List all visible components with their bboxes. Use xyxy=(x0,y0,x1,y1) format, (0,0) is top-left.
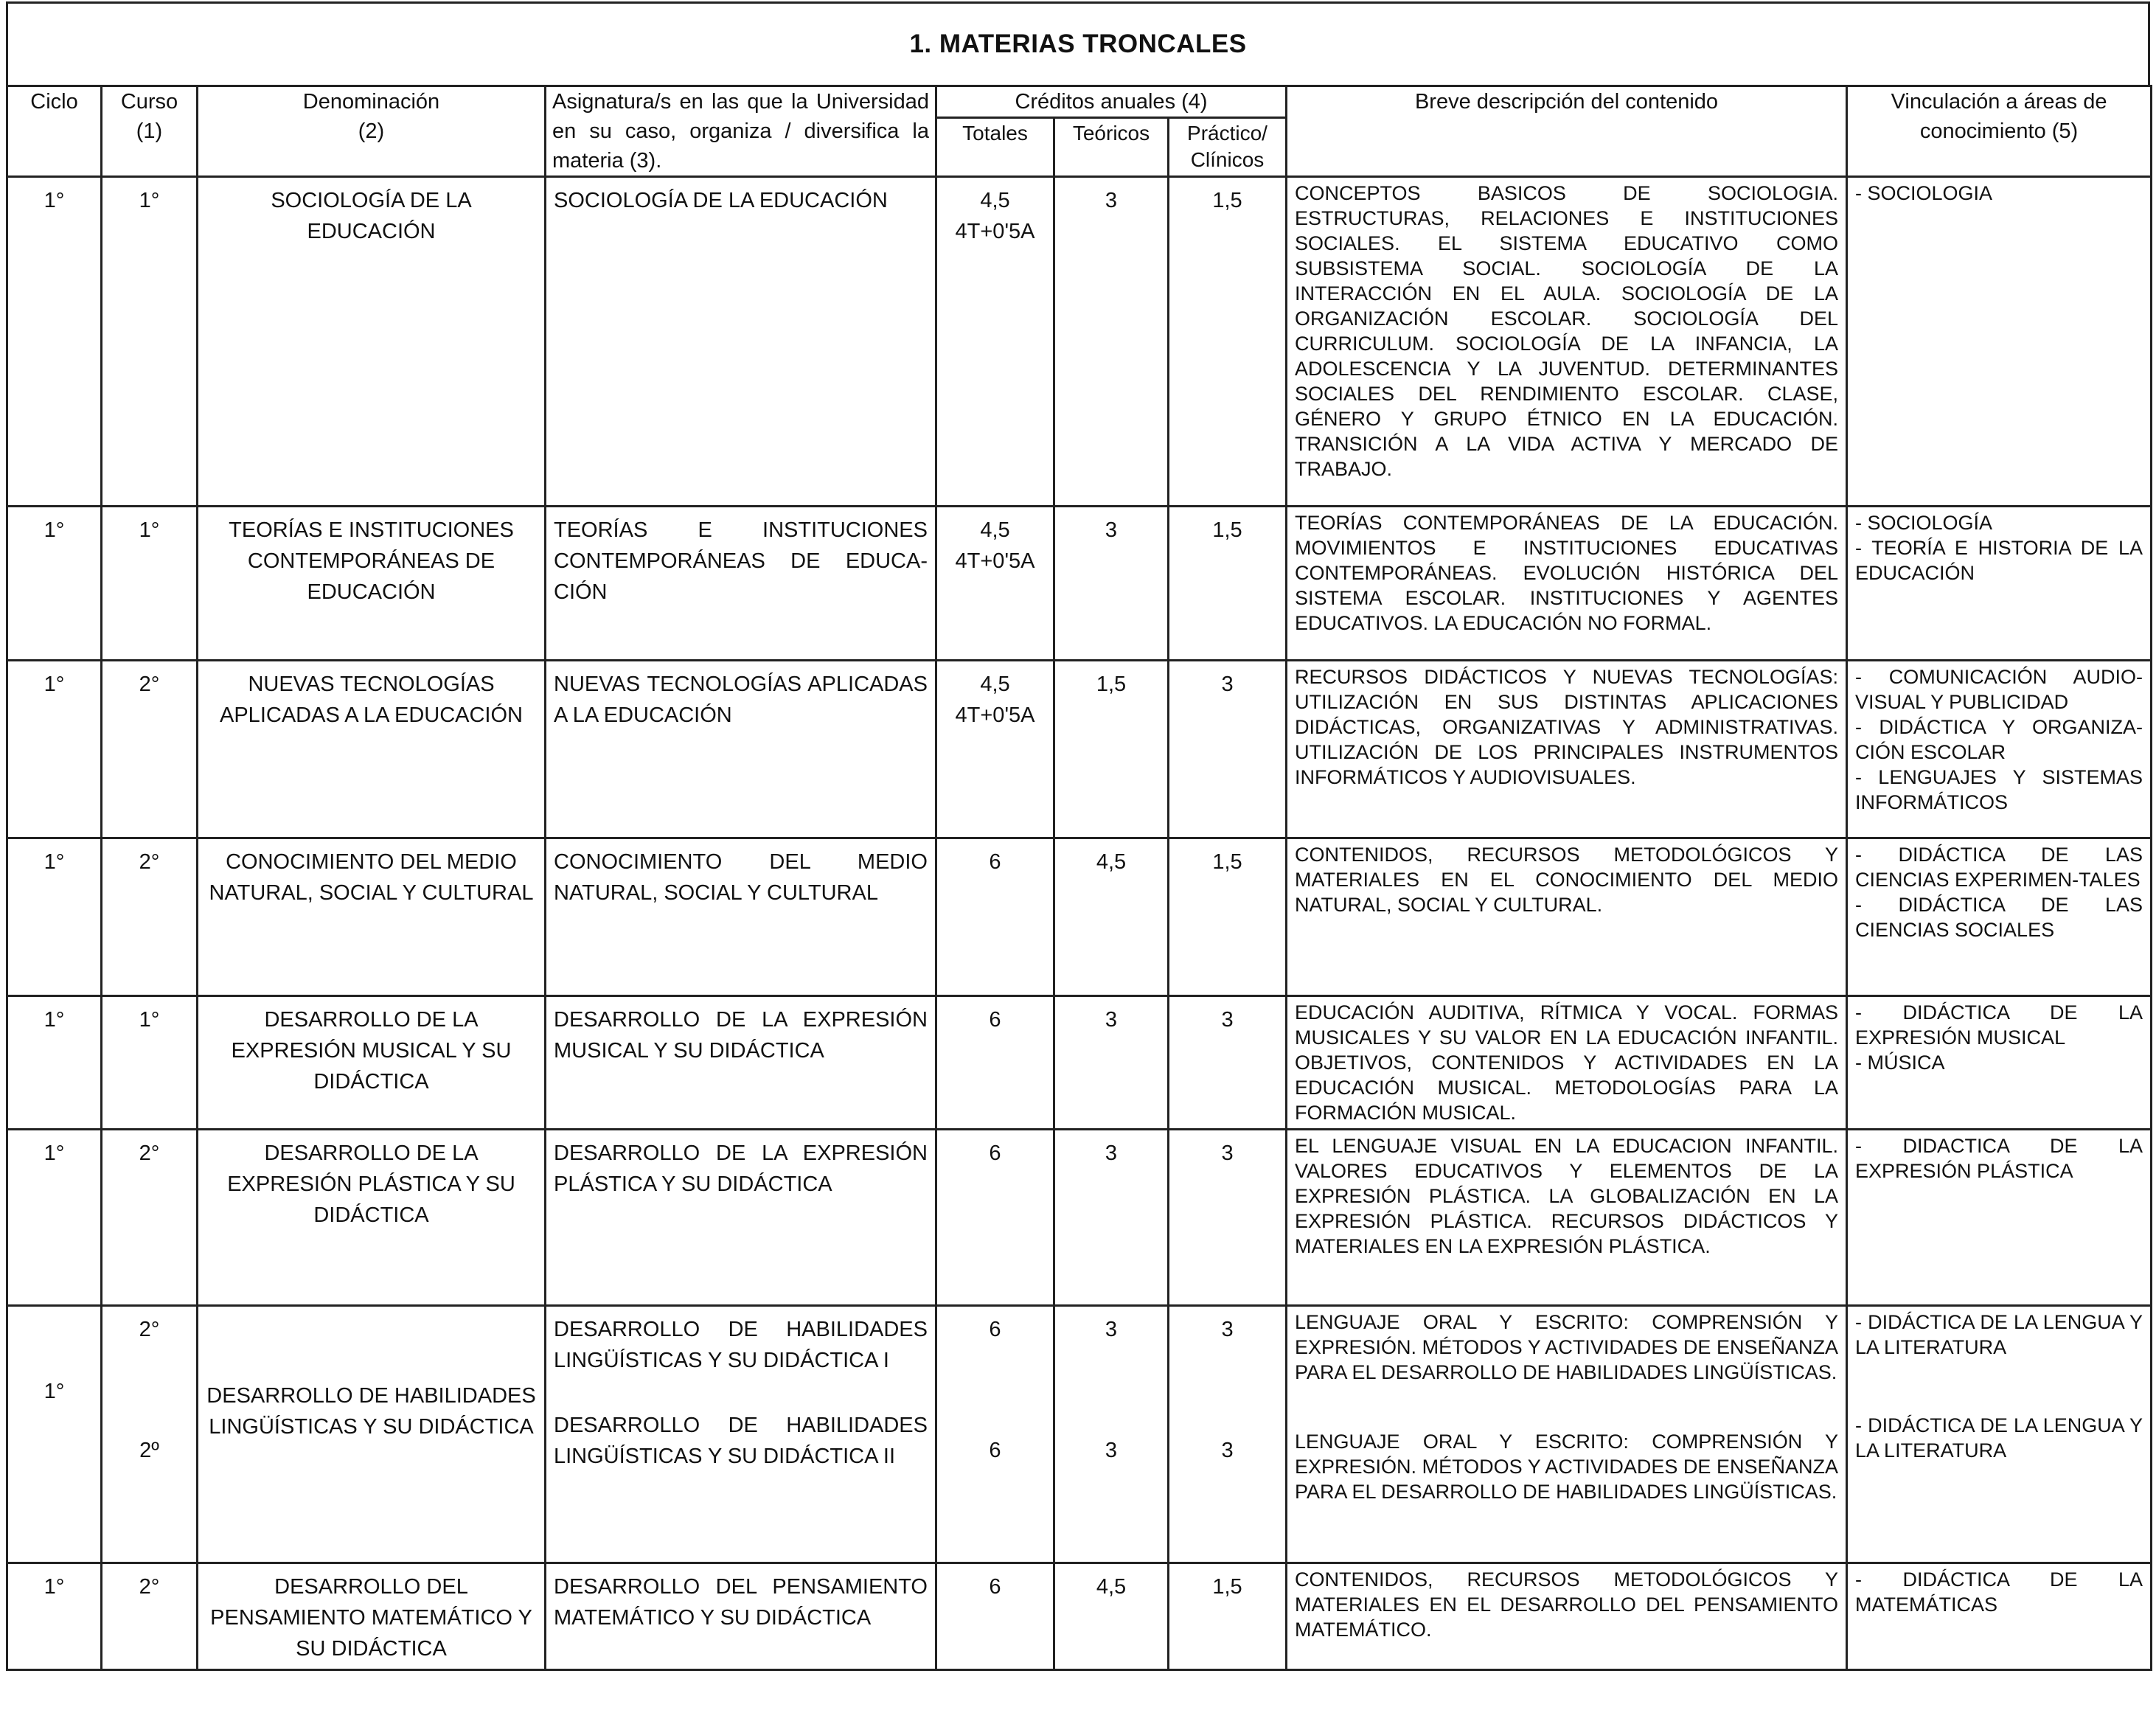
cell-vinculacion xyxy=(1847,661,2152,838)
curso-note: (1) xyxy=(136,119,163,143)
cell-teoricos: 1,5 xyxy=(1054,661,1169,838)
curso-sub-2: 2º xyxy=(139,1439,159,1462)
cell-teoricos: 3 xyxy=(1054,996,1169,1130)
col-header-totales: Totales xyxy=(936,118,1054,177)
cell-denominacion: NUEVAS TECNOLOGÍAS APLICADAS A LA EDUCACIÓN xyxy=(198,661,546,838)
cell-totales xyxy=(936,177,1054,507)
cell-curso xyxy=(102,1306,198,1563)
vinculacion-item: - DIDÁCTICA DE LA MATEMÁTICAS xyxy=(1855,1568,2143,1616)
cell-teoricos: 4,5 xyxy=(1054,1563,1169,1670)
vinculacion-item: - DIDACTICA DE LA EXPRESIÓN PLÁSTICA xyxy=(1855,1135,2143,1182)
vinculacion-item: - SOCIOLOGIA xyxy=(1855,182,1993,204)
ciclo-value: 1° xyxy=(44,1380,65,1403)
descripcion-sub-1: LENGUAJE ORAL Y ESCRITO: COMPRENSIÓN Y EXPRESIÓN. MÉTODOS Y ACTIVIDADES DE ENSEÑANZA PARA EL DESARROLLO DE HABILIDADES LINGÜÍSTICAS. xyxy=(1295,1311,1839,1383)
denominacion-value: DESARROLLO DE HABILIDADES LINGÜÍSTICAS Y SU DIDÁCTICA xyxy=(206,1384,536,1439)
cell-descripcion xyxy=(1287,1130,1847,1306)
document-sheet xyxy=(6,1,2150,1671)
cell-vinculacion xyxy=(1847,1563,2152,1670)
cell-curso: 2° xyxy=(102,1563,198,1670)
asignatura-sub-1: DESARROLLO DE HABILIDADES LINGÜÍSTICAS Y SU DIDÁCTICA I xyxy=(554,1318,928,1372)
cell-denominacion: CONOCIMIENTO DEL MEDIO NATURAL, SOCIAL Y CULTURAL xyxy=(198,838,546,996)
header-row xyxy=(7,86,2152,118)
vinculacion-item: - TEORÍA E HISTORIA DE LA EDUCACIÓN xyxy=(1855,537,2143,584)
vinculacion-item: - LENGUAJES Y SISTEMAS INFORMÁTICOS xyxy=(1855,766,2143,813)
vinculacion-item: - SOCIOLOGÍA xyxy=(1855,512,1993,534)
vinculacion-item: - DIDÁCTICA DE LAS CIENCIAS SOCIALES xyxy=(1855,894,2143,941)
curso-sub-1: 2° xyxy=(139,1318,160,1341)
col-header-teoricos: Teóricos xyxy=(1054,118,1169,177)
cell-denominacion: TEORÍAS E INSTITUCIONES CONTEMPORÁNEAS DE EDUCACIÓN xyxy=(198,507,546,661)
cell-denominacion: DESARROLLO DEL PENSAMIENTO MATEMÁTICO Y SU DIDÁCTICA xyxy=(198,1563,546,1670)
cell-vinculacion xyxy=(1847,177,2152,507)
col-header-practicos: Práctico/ Clínicos xyxy=(1169,118,1287,177)
totales-sub-2: 6 xyxy=(989,1439,1001,1462)
cell-teoricos: 3 xyxy=(1054,177,1169,507)
descripcion-text: CONTENIDOS, RECURSOS METODOLÓGICOS Y MATERIALES EN EL CONOCIMIENTO DEL MEDIO NATURAL, SOCIAL Y CULTURAL. xyxy=(1295,844,1839,916)
cell-vinculacion xyxy=(1847,507,2152,661)
descripcion-text: CONCEPTOS BASICOS DE SOCIOLOGIA. ESTRUCTURAS, RELACIONES E INSTITUCIONES SOCIALES. EL SISTEMA EDUCATIVO COMO SUBSISTEMA SOCIAL. SOCIOLOGÍA DE LA INTERACCIÓN EN EL AULA. SOCIOLOGÍA DE LA ORGANIZACIÓN ESCOLAR. SOCIOLOGÍA DEL CURRICULUM. SOCIOLOGÍA DE LA INFANCIA, LA ADOLESCENCIA Y LA JUVENTUD. DETERMINANTES SOCIALES DEL RENDIMIENTO ESCOLAR. CLASE, GÉNERO Y GRUPO ÉTNICO EN LA EDUCACIÓN. TRANSICIÓN A LA VIDA ACTIVA Y MERCADO DE TRABAJO. xyxy=(1295,182,1839,480)
cell-asignatura: CONOCIMIENTO DEL MEDIO NATURAL, SOCIAL Y CULTURAL xyxy=(546,838,936,996)
table-row xyxy=(7,1306,2152,1563)
col-header-curso xyxy=(102,86,198,177)
vinculacion-item: - MÚSICA xyxy=(1855,1052,1945,1074)
table-row xyxy=(7,507,2152,661)
cell-asignatura: DESARROLLO DE LA EXPRESIÓN PLÁSTICA Y SU DIDÁCTICA xyxy=(546,1130,936,1306)
cell-asignatura: NUEVAS TECNOLOGÍAS APLICADAS A LA EDUCACIÓN xyxy=(546,661,936,838)
cell-curso: 1° xyxy=(102,177,198,507)
cell-descripcion xyxy=(1287,838,1847,996)
cell-descripcion xyxy=(1287,661,1847,838)
totales-note: 4T+0'5A xyxy=(955,549,1035,573)
title-box xyxy=(6,1,2150,85)
practicos-sub-2: 3 xyxy=(1221,1439,1234,1462)
cell-denominacion: DESARROLLO DE LA EXPRESIÓN PLÁSTICA Y SU DIDÁCTICA xyxy=(198,1130,546,1306)
descripcion-text: TEORÍAS CONTEMPORÁNEAS DE LA EDUCACIÓN. MOVIMIENTOS E INSTITUCIONES EDUCATIVAS CONTEMPORÁNEAS. EVOLUCIÓN HISTÓRICA DEL SISTEMA ESCOLAR. INSTITUCIONES Y AGENTES EDUCATIVOS. LA EDUCACIÓN NO FORMAL. xyxy=(1295,512,1839,634)
col-header-asignaturas: Asignatura/s en las que la Universidad en su caso, organiza / diversifica la materia (3). xyxy=(546,86,936,177)
col-header-denominacion xyxy=(198,86,546,177)
cell-asignatura: DESARROLLO DE LA EXPRESIÓN MUSICAL Y SU DIDÁCTICA xyxy=(546,996,936,1130)
cell-curso: 2° xyxy=(102,661,198,838)
cell-totales xyxy=(936,1306,1054,1563)
cell-denominacion xyxy=(198,1306,546,1563)
curso-label: Curso xyxy=(120,90,178,114)
cell-curso: 2° xyxy=(102,1130,198,1306)
materias-table xyxy=(6,85,2152,1671)
cell-practicos xyxy=(1169,1306,1287,1563)
cell-practicos: 1,5 xyxy=(1169,1563,1287,1670)
descripcion-text: RECURSOS DIDÁCTICOS Y NUEVAS TECNOLOGÍAS: UTILIZACIÓN EN SUS DISTINTAS APLICACIONES DIDÁCTICAS, ORGANIZATIVAS Y ADMINISTRATIVAS. UTILIZACIÓN DE LOS PRINCIPALES INSTRUMENTOS INFORMÁTICOS Y AUDIOVISUALES. xyxy=(1295,666,1839,788)
cell-ciclo: 1° xyxy=(7,507,102,661)
cell-asignatura: SOCIOLOGÍA DE LA EDUCACIÓN xyxy=(546,177,936,507)
cell-asignatura xyxy=(546,1306,936,1563)
cell-totales: 6 xyxy=(936,1563,1054,1670)
cell-practicos: 1,5 xyxy=(1169,507,1287,661)
teoricos-sub-2: 3 xyxy=(1105,1439,1118,1462)
cell-totales: 6 xyxy=(936,996,1054,1130)
totales-note: 4T+0'5A xyxy=(955,220,1035,243)
table-row xyxy=(7,1563,2152,1670)
cell-vinculacion xyxy=(1847,1306,2152,1563)
descripcion-text: CONTENIDOS, RECURSOS METODOLÓGICOS Y MATERIALES EN EL DESARROLLO DEL PENSAMIENTO MATEMÁTICO. xyxy=(1295,1568,1839,1641)
table-row xyxy=(7,661,2152,838)
cell-descripcion xyxy=(1287,1306,1847,1563)
teoricos-sub-1: 3 xyxy=(1105,1318,1118,1341)
denominacion-label: Denominación xyxy=(302,90,440,114)
cell-descripcion xyxy=(1287,177,1847,507)
cell-practicos: 1,5 xyxy=(1169,177,1287,507)
col-header-creditos: Créditos anuales (4) xyxy=(936,86,1287,118)
vinculacion-sub-2: - DIDÁCTICA DE LA LENGUA Y LA LITERATURA xyxy=(1855,1414,2143,1462)
cell-totales: 6 xyxy=(936,1130,1054,1306)
cell-ciclo xyxy=(7,1306,102,1563)
cell-teoricos: 3 xyxy=(1054,1130,1169,1306)
cell-ciclo: 1° xyxy=(7,661,102,838)
table-row xyxy=(7,996,2152,1130)
descripcion-text: EDUCACIÓN AUDITIVA, RÍTMICA Y VOCAL. FORMAS MUSICALES Y SU VALOR EN LA EDUCACIÓN INFANTIL. OBJETIVOS, CONTENIDOS Y ACTIVIDADES EN LA EDUCACIÓN MUSICAL. METODOLOGÍAS PARA LA FORMACIÓN MUSICAL. xyxy=(1295,1001,1839,1124)
practicos-sub-1: 3 xyxy=(1221,1318,1234,1341)
totales-value: 4,5 xyxy=(980,518,1010,542)
totales-value: 4,5 xyxy=(980,189,1010,212)
cell-descripcion xyxy=(1287,996,1847,1130)
cell-ciclo: 1° xyxy=(7,1130,102,1306)
cell-teoricos xyxy=(1054,1306,1169,1563)
cell-totales xyxy=(936,661,1054,838)
cell-ciclo: 1° xyxy=(7,1563,102,1670)
descripcion-sub-2: LENGUAJE ORAL Y ESCRITO: COMPRENSIÓN Y EXPRESIÓN. MÉTODOS Y ACTIVIDADES DE ENSEÑANZA PARA EL DESARROLLO DE HABILIDADES LINGÜÍSTICAS. xyxy=(1295,1431,1839,1503)
cell-practicos: 1,5 xyxy=(1169,838,1287,996)
cell-ciclo: 1° xyxy=(7,996,102,1130)
table-row xyxy=(7,177,2152,507)
vinculacion-item: - DIDÁCTICA DE LAS CIENCIAS EXPERIMEN-TALES xyxy=(1855,844,2143,891)
cell-vinculacion xyxy=(1847,1130,2152,1306)
col-header-descripcion: Breve descripción del contenido xyxy=(1287,86,1847,177)
table-row xyxy=(7,1130,2152,1306)
col-header-vinculacion: Vinculación a áreas de conocimiento (5) xyxy=(1847,86,2152,177)
cell-totales: 6 xyxy=(936,838,1054,996)
cell-vinculacion xyxy=(1847,838,2152,996)
cell-ciclo: 1° xyxy=(7,838,102,996)
cell-denominacion: SOCIOLOGÍA DE LA EDUCACIÓN xyxy=(198,177,546,507)
cell-teoricos: 4,5 xyxy=(1054,838,1169,996)
vinculacion-item: - DIDÁCTICA DE LA EXPRESIÓN MUSICAL xyxy=(1855,1001,2143,1049)
col-header-ciclo: Ciclo xyxy=(7,86,102,177)
totales-note: 4T+0'5A xyxy=(955,703,1035,727)
cell-curso: 2° xyxy=(102,838,198,996)
vinculacion-sub-1: - DIDÁCTICA DE LA LENGUA Y LA LITERATURA xyxy=(1855,1311,2143,1358)
totales-value: 4,5 xyxy=(980,672,1010,696)
cell-ciclo: 1° xyxy=(7,177,102,507)
vinculacion-item: - DIDÁCTICA Y ORGANIZA-CIÓN ESCOLAR xyxy=(1855,716,2143,763)
cell-curso: 1° xyxy=(102,507,198,661)
cell-curso: 1° xyxy=(102,996,198,1130)
denominacion-note: (2) xyxy=(358,119,385,143)
cell-practicos: 3 xyxy=(1169,996,1287,1130)
cell-asignatura: TEORÍAS E INSTITUCIONES CONTEMPORÁNEAS DE EDUCA-CIÓN xyxy=(546,507,936,661)
cell-practicos: 3 xyxy=(1169,1130,1287,1306)
cell-practicos: 3 xyxy=(1169,661,1287,838)
descripcion-text: EL LENGUAJE VISUAL EN LA EDUCACION INFANTIL. VALORES EDUCATIVOS Y ELEMENTOS DE LA EXPRESIÓN PLÁSTICA. LA GLOBALIZACIÓN EN LA EXPRESIÓN PLÁSTICA. RECURSOS DIDÁCTICOS Y MATERIALES EN LA EXPRESIÓN PLÁSTICA. xyxy=(1295,1135,1839,1257)
vinculacion-item: - COMUNICACIÓN AUDIO-VISUAL Y PUBLICIDAD xyxy=(1855,666,2143,713)
cell-descripcion xyxy=(1287,1563,1847,1670)
cell-totales xyxy=(936,507,1054,661)
asignatura-sub-2: DESARROLLO DE HABILIDADES LINGÜÍSTICAS Y SU DIDÁCTICA II xyxy=(554,1414,928,1468)
cell-descripcion xyxy=(1287,507,1847,661)
table-row xyxy=(7,838,2152,996)
totales-sub-1: 6 xyxy=(989,1318,1001,1341)
cell-denominacion: DESARROLLO DE LA EXPRESIÓN MUSICAL Y SU DIDÁCTICA xyxy=(198,996,546,1130)
cell-teoricos: 3 xyxy=(1054,507,1169,661)
cell-vinculacion xyxy=(1847,996,2152,1130)
document-title: 1. MATERIAS TRONCALES xyxy=(909,29,1247,58)
cell-asignatura: DESARROLLO DEL PENSAMIENTO MATEMÁTICO Y SU DIDÁCTICA xyxy=(546,1563,936,1670)
